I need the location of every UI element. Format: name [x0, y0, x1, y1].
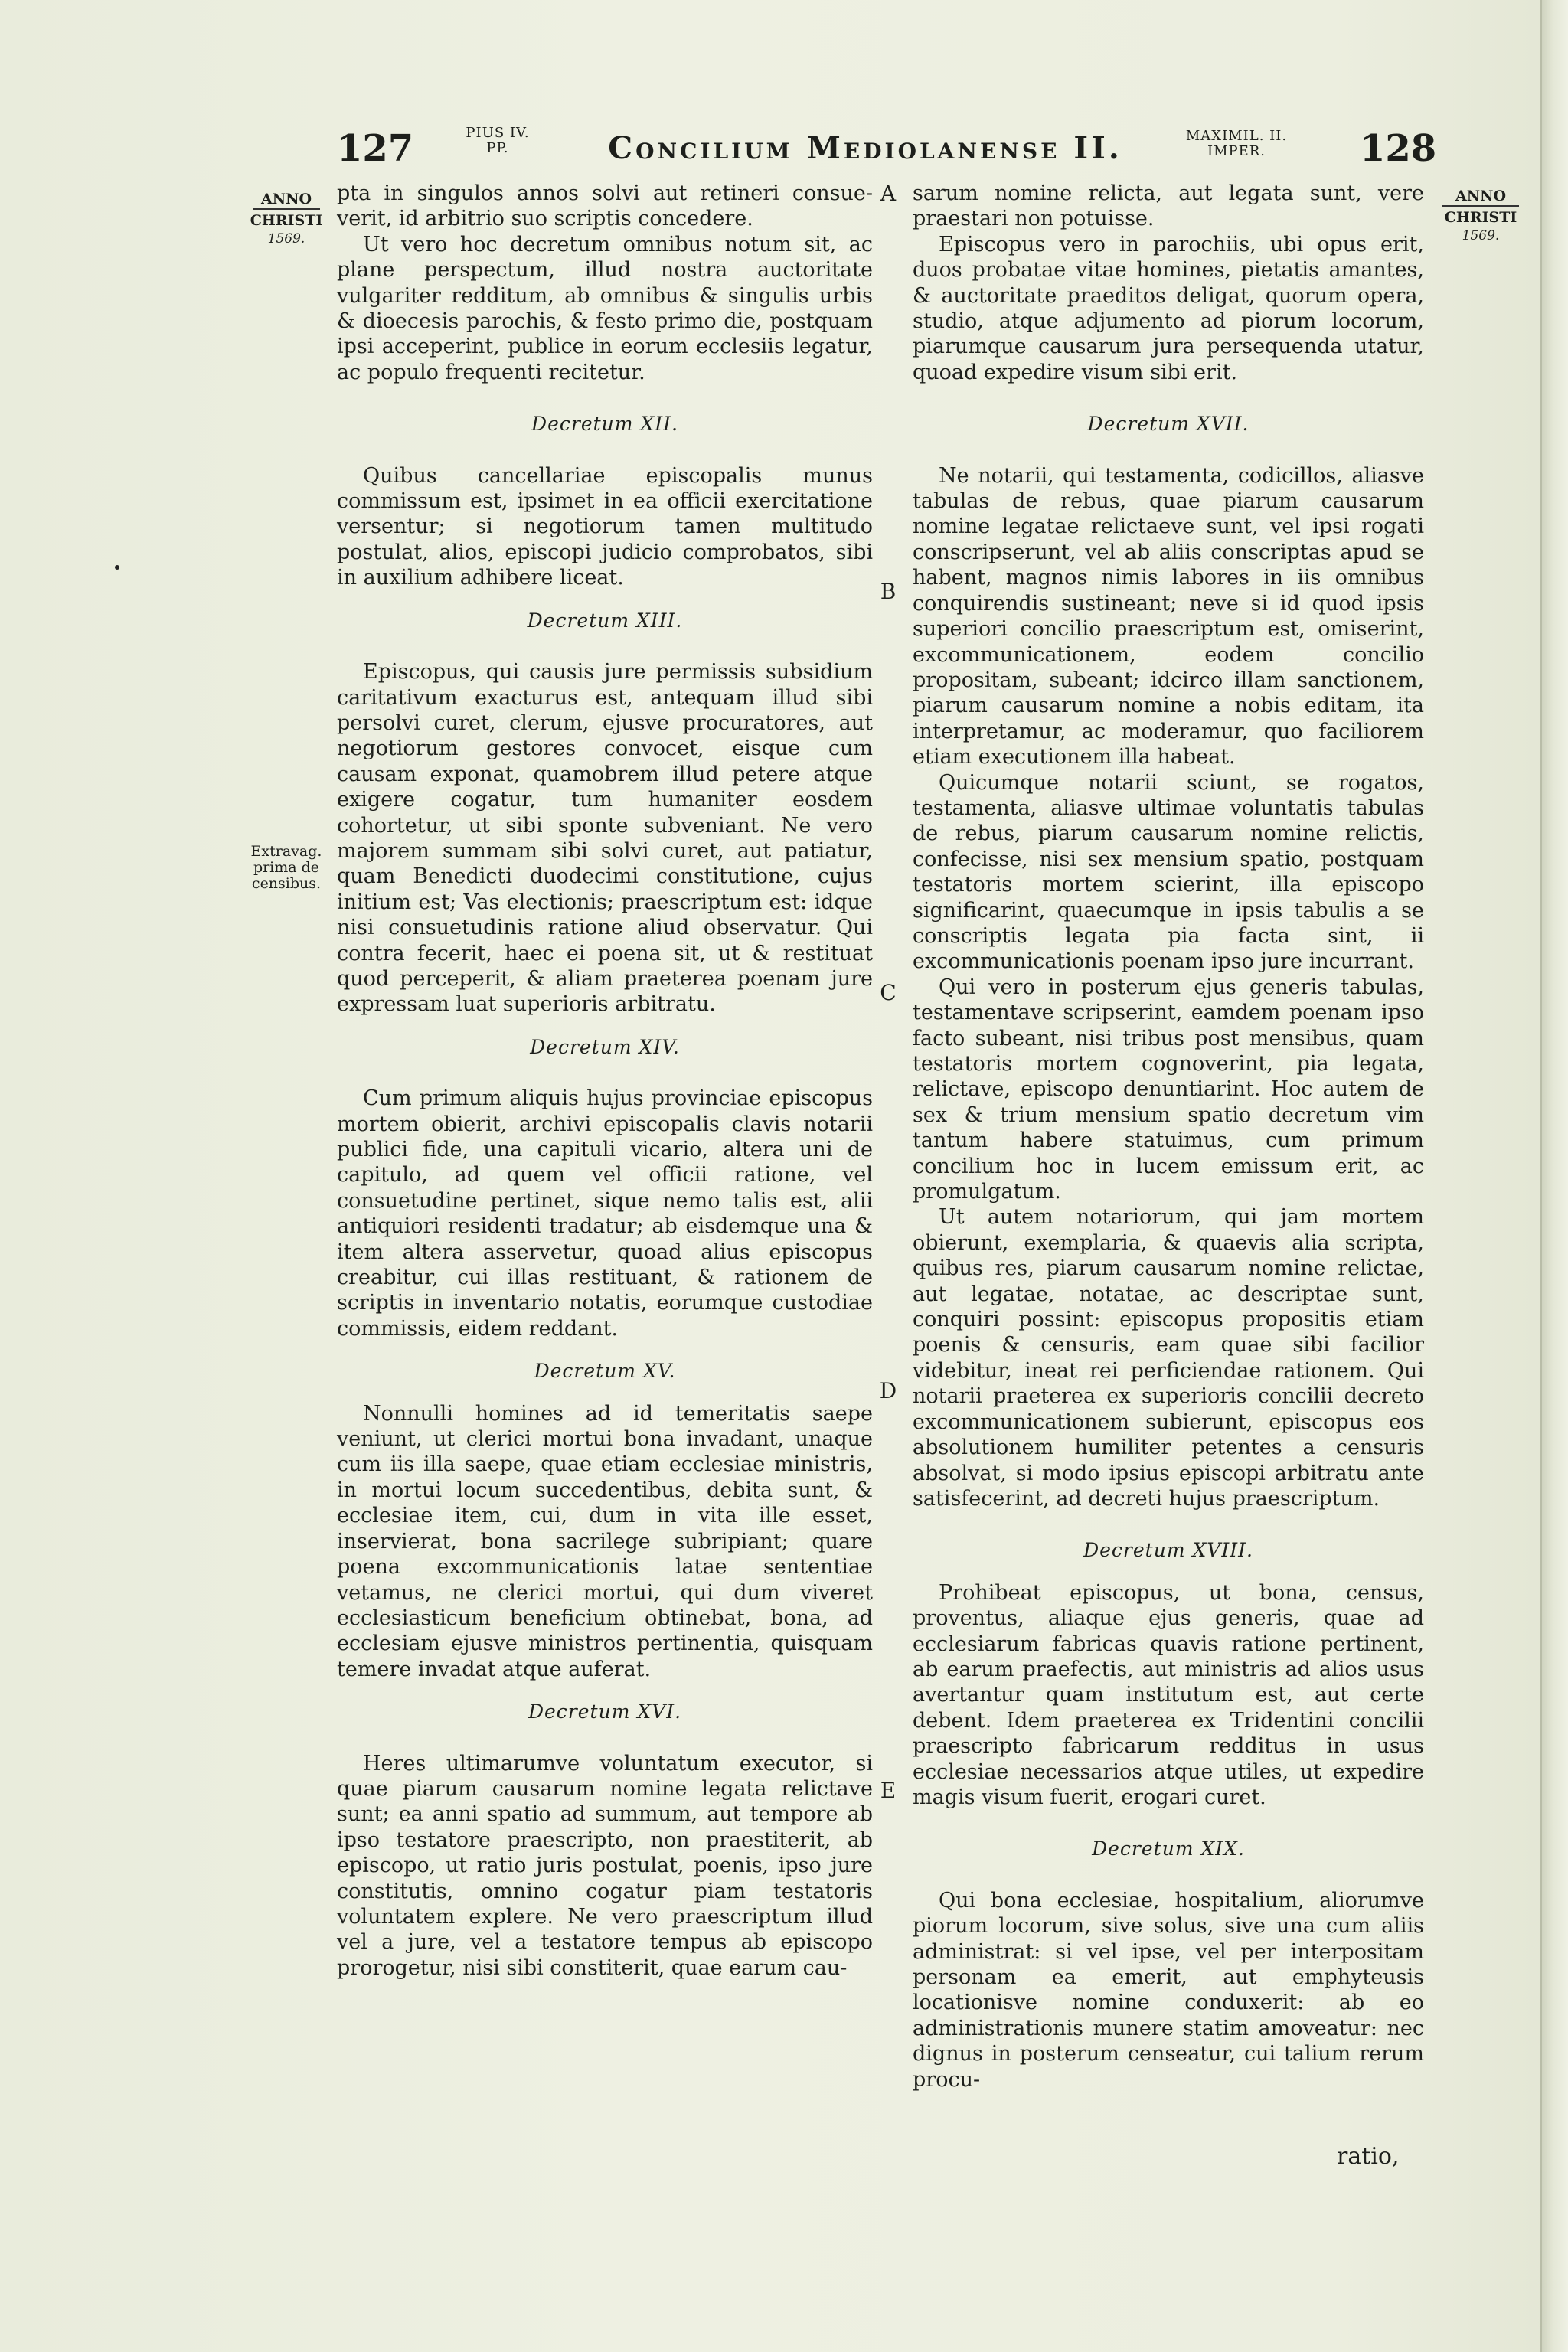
next-page-edge [1540, 0, 1568, 2352]
page-number-right: 128 [1360, 127, 1437, 170]
paragraph: pta in singulos annos solvi aut retineri consue- verit, id arbitrio suo scriptis concedere. [337, 181, 873, 231]
section-marker-c: C [880, 980, 897, 1005]
paragraph: Nonnulli homines ad id temeritatis saepe veniunt, ut clerici mortui bona invadant, unaque cum iis illa saepe, quae etiam ecclesiae ministris, in mortui locum succedentibus, debita sunt, & ecclesiae item, cui, dum in vita ille esset, inservierat, bona sacrilege subripiant; quare poena excommunicationis latae sententiae vetamus, ne clerici mortui, qui dum viveret ecclesiasticum beneficium obtinebat, bona, ad ecclesiam ejusve ministros pertinentia, quisquam temere invadat atque auferat. [337, 1401, 873, 1681]
pope-heading [459, 126, 536, 156]
anno-rule [1442, 205, 1519, 207]
right-column [913, 181, 1424, 2092]
year-label: 1569. [267, 231, 305, 247]
section-marker-a: A [880, 181, 897, 206]
margin-note-line: Extravag. [250, 843, 322, 860]
anno-christi-left [247, 190, 326, 248]
emperor-heading [1179, 129, 1294, 159]
decree-heading: Decretum XVI. [528, 1700, 682, 1723]
section-marker-e: E [880, 1778, 897, 1803]
ink-spot [115, 565, 119, 570]
paragraph: Episcopus, qui causis jure permissis subsidium caritativum exacturus est, antequam illud sibi persolvi curet, clerum, ejusve procuratores, aut negotiorum gestores convocet, eisque cum causam exponat, quamobrem illud petere atque exigere cogatur, tum humaniter eosdem cohortetur, ut sibi sponte subveniant. Ne vero majorem summam sibi solvi curet, aut patiatur, quam Benedicti duodecimi constitutione, cujus initium est; Vas electionis; praescriptum est: idque nisi consuetudinis ratione aliud observatur. Qui contra fecerit, haec ei poena sit, ut & restituat quod perceperit, & aliam praeterea poenam jure expressam luat superioris arbitratu. [337, 660, 873, 1017]
paragraph: sarum nomine relicta, aut legata sunt, vere praestari non potuisse. [913, 181, 1424, 231]
paragraph: Ut vero hoc decretum omnibus notum sit, ac plane perspectum, illud nostra auctoritate vulgariter redditum, ab omnibus & singulis urbis & dioecesis parochis, & festo primo die, postquam ipsi acceperint, publice in eorum ecclesiis legatur, ac populo frequenti recitetur. [337, 232, 873, 384]
decree-heading: Decretum XIX. [1092, 1838, 1245, 1860]
anno-label: ANNO [260, 191, 312, 207]
decree-heading: Decretum XIII. [527, 609, 683, 632]
section-marker-b: B [880, 579, 897, 604]
paragraph: Quibus cancellariae episcopalis munus commissum est, ipsimet in ea officii exercitatione versentur; si negotiorum tamen multitudo postulat, alios, episcopi judicio comprobatos, sibi in auxilium adhibere liceat. [337, 463, 873, 590]
section-marker-d: D [879, 1378, 897, 1403]
decree-heading: Decretum XVIII. [1083, 1539, 1253, 1562]
christi-label: CHRISTI [1444, 209, 1517, 226]
page-number-left: 127 [337, 127, 414, 170]
paragraph: Qui vero in posterum ejus generis tabulas, testamentave scripserint, eamdem poenam ipso facto subeant, nisi tribus post mensibus, quam testatoris mortem cognoverint, pia legata, relictave, episcopo denuntiarint. Hoc autem de sex & trium mensium spatio decretum vim tantum habere statuimus, cum primum concilium hoc in lucem emissum erit, ac promulgatum. [913, 975, 1424, 1204]
decree-heading: Decretum XV. [534, 1360, 676, 1383]
running-title: Concilium Mediolanense II. [608, 130, 1122, 166]
left-column [337, 181, 873, 1981]
anno-rule [253, 208, 320, 210]
decree-heading: Decretum XVII. [1087, 413, 1250, 436]
emperor-title: IMPER. [1207, 143, 1266, 159]
paragraph: Ne notarii, qui testamenta, codicillos, aliasve tabulas de rebus, quae piarum causarum nomine legatae relictaeve sunt, vel ipsi rogati conscripserunt, vel ab aliis conscriptas apud se habent, magnos nimis labores in iis omnibus conquirendis sustineant; neve si id quod ipsis superiori concilio praescriptum est, omiserint, excommunicationem, eodem concilio propositam, subeant; idcirco illam sanctionem, piarum causarum nomine a nobis editam, ita interpretamur, ac moderamur, quo faciliorem etiam executionem illa habeat. [913, 463, 1424, 769]
margin-note [247, 844, 326, 892]
paragraph: Cum primum aliquis hujus provinciae episcopus mortem obierit, archivi episcopalis clavis notarii publici fide, una capituli vicario, altera uni de capitulo, ad quem vel officii ratione, vel consuetudine pertinet, sique nemo talis est, alii antiquiori residenti tradatur; ab eisdemque una & item altera asservetur, quoad alius episcopus creabitur, cui illas restituant, & rationem de scriptis in inventario notatis, eorumque custodiae commissis, eidem reddant. [337, 1086, 873, 1341]
paragraph: Heres ultimarumve voluntatum executor, si quae piarum causarum nomine legata relictave sunt; ea anni spatio ad summum, aut tempore ab ipso testatore praescripto, non praestiterit, ab episcopo, ut ratio juris postulat, poenis, ipso jure constitutis, omnino cogatur piam testatoris voluntatem explere. Ne vero praescriptum illud vel a jure, vel a testatore tempus ab episcopo prorogetur, nisi sibi constiterit, quae earum cau- [337, 1751, 873, 1980]
page-header [0, 122, 1568, 176]
margin-note-line: prima de [253, 859, 320, 876]
paragraph: Prohibeat episcopus, ut bona, census, proventus, aliaque ejus generis, quae ad ecclesiarum fabricas quavis ratione pertinent, ab earum praefectis, aut ministris ad alios usus avertantur quam institutum est, aut certe debent. Idem praeterea ex Tridentini concilii praescripto fabricarum redditus in usus ecclesiae necessarios atque utiles, ut expedire magis visum fuerit, erogari curet. [913, 1580, 1424, 1809]
pope-name: PIUS IV. [466, 125, 530, 141]
paragraph: Episcopus vero in parochiis, ubi opus erit, duos probatae vitae homines, pietatis amantes, & auctoritate praeditos deligat, quorum opera, studio, atque adjumento ad piorum locorum, piarumque causarum jura persequenda utatur, quoad expedire visum sibi erit. [913, 232, 1424, 384]
pope-title: PP. [486, 140, 509, 156]
emperor-name: MAXIMIL. II. [1185, 128, 1288, 144]
paragraph: Quicumque notarii sciunt, se rogatos, testamenta, aliasve ultimae voluntatis tabulas de rebus, piarum causarum nomine relictis, confecisse, nisi sex mensium spatio, postquam testatoris mortem scierint, illa episcopo significarint, quaecumque in ipsis tabulis a se conscriptis legata pia facta sint, ii excommunicationis poenam ipso jure incurrant. [913, 770, 1424, 974]
anno-christi-right [1436, 187, 1525, 245]
decree-heading: Decretum XIV. [530, 1035, 680, 1058]
decree-heading: Decretum XII. [531, 413, 678, 436]
christi-label: CHRISTI [250, 212, 323, 229]
anno-label: ANNO [1455, 188, 1507, 204]
paragraph: Qui bona ecclesiae, hospitalium, aliorumve piorum locorum, sive solus, sive una cum aliis administrat: si vel ipse, vel per interpositam personam ea emerit, aut emphyteusis locationisve nomine conduxerit: ab eo administrationis munere statim amoveatur: nec dignus in posterum censeatur, cui talium rerum procu- [913, 1888, 1424, 2092]
year-label: 1569. [1462, 228, 1500, 243]
paragraph: Ut autem notariorum, qui jam mortem obierunt, exemplaria, & quaevis alia scripta, quibus res, piarum causarum nomine relictae, aut legatae, notatae, ac descriptae sunt, conquiri possint: episcopus propositis etiam poenis & censuris, eam quae sibi facilior videbitur, ineat rei perficiendae rationem. Qui notarii praeterea ex superioris concilii decreto excommunicationem subierunt, episcopus eos absolutionem humiliter petentes a censuris absolvat, si modo ipsius episcopi arbitratu ante satisfecerint, ad decreti hujus praescriptum. [913, 1205, 1424, 1511]
catchword: ratio, [1337, 2143, 1400, 2170]
margin-note-line: censibus. [251, 875, 322, 892]
